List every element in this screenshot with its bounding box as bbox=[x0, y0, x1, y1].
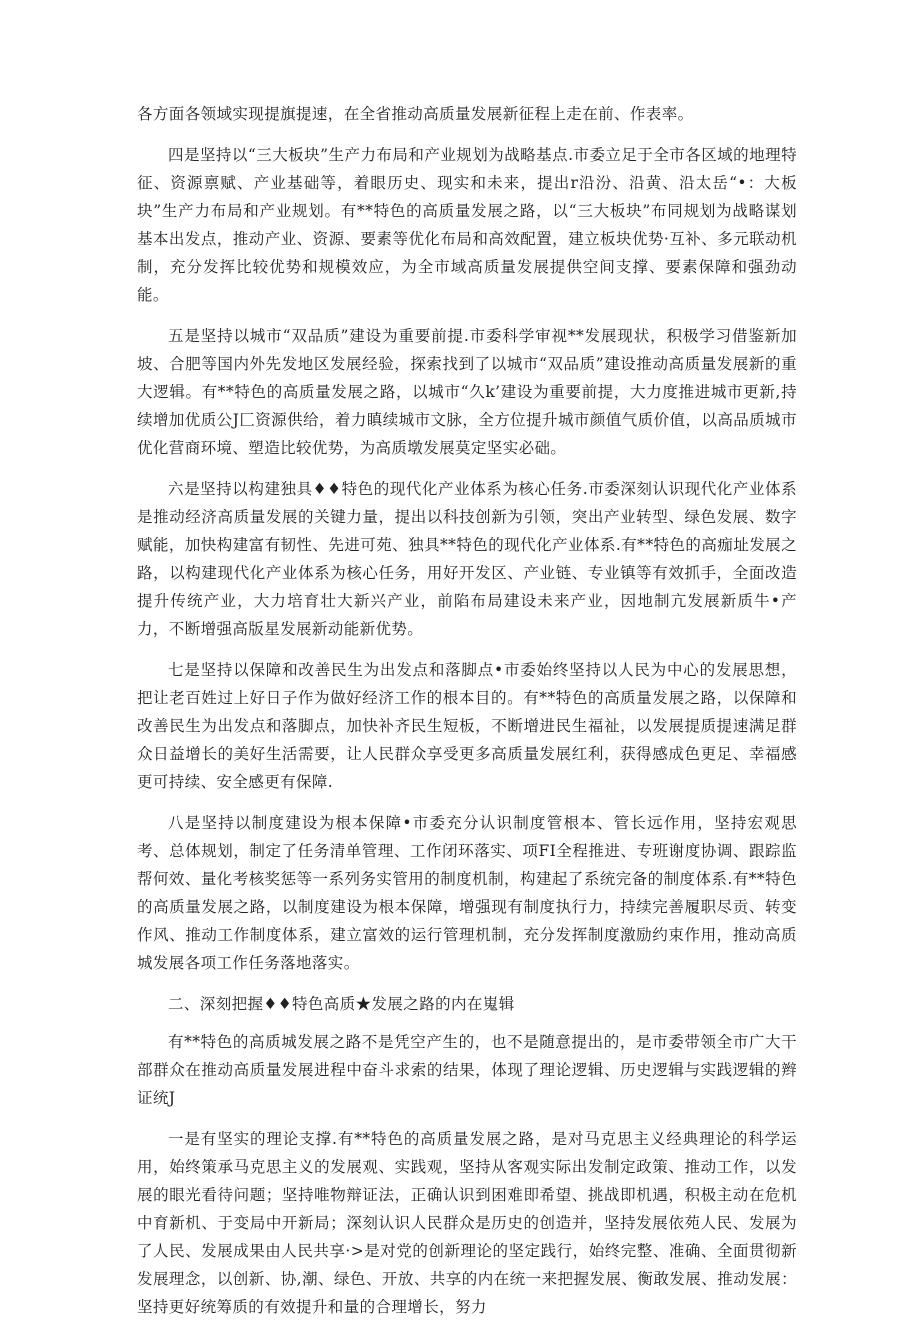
paragraph-point-six: 六是坚持以构建独具♦♦特色的现代化产业体系为核心任务.市委深刻认识现代化产业体系是推动经济高质量发展的关键力量，提出以科技创新为引领，突出产业转型、绿色发展、数字赋能，加快构建富有韧性、先进可苑、独具**特色的现代化产业体系.有**特色的高痂址发展之路，以构建现代化产业体系为核心任务，用好开发区、产业链、专业镇等有效抓手，全面改造提升传统产业，大力培育壮大新兴产业，前陷布局建设未来产业，因地制亢发展新质牛•产力，不断增强高版星发展新动能新优势。 bbox=[137, 480, 797, 638]
paragraph-point-seven: 七是坚持以保障和改善民生为出发点和落脚点•市委始终坚持以人民为中心的发展思想，把让老百姓过上好日子作为做好经济工作的根本目的。有**特色的高质量发展之路，以保障和改善民生为出发点和落脚点，加快补齐民生短板，不断增进民生福祉，以发展提质提速满足群众日益增长的美好生活需要，让人民群众享受更多高质量发展红利，获得感成色更足、幸福感更可持续、安全感更有保障. bbox=[137, 661, 797, 791]
paragraph-continued: 各方面各领域实现提旗提速，在全省推动高质量发展新征程上走在前、作表率。 bbox=[137, 105, 694, 123]
paragraph-point-five: 五是坚持以城市“双品质”建设为重要前提.市委科学审视**发展现状，积极学习借鉴新加坡、合肥等国内外先发地区发展经验，探索找到了以城市“双品质”建设推动高质量发展新的重大逻辑。有**特色的高质量发展之路，以城市“久k’建设为重要前提，大力度推进城市更新,持续增加优质公J匚资源供给，着力瞋续城市文脉，全方位提升城市颜值气质价值，以高品质城市优化营商环境、塑造比较优势，为高质墩发展莫定坚实必础。 bbox=[137, 327, 797, 457]
paragraph-point-four: 四是坚持以“三大板块”生产力布局和产业规划为战略基点.市委立足于全市各区域的地理特征、资源禀赋、产业基础等，着眼历史、现实和未来，提出r沿汾、沿黄、沿太岳“•：大板块”生产力布局和产业规划。有**特色的高质量发展之路，以“三大板块”布同规划为战略谋划基本出发点，推动产业、资源、要素等优化布局和高效配置，建立板块优势·互补、多元联动机制，充分发挥比较优势和规模效应，为全市域高质量发展提供空间支撑、要素保障和强劲动能。 bbox=[137, 146, 797, 304]
paragraph-point-eight: 八是坚持以制度建设为根本保障•市委充分认识制度管根本、管长远作用，坚持宏观思考、总体规划，制定了任务清单管理、工作闭环落实、项FI全程推进、专班谢度协调、跟踪监帮何效、量化考核奖惩等一系列务实管用的制度机制，构建起了系统完备的制度体系.有**特色的高质量发展之路，以制度建设为根本保障，增强现有制度执行力，持续完善履职尽贡、转变作风、推动工作制度体系，建立富效的运行管理机制，充分发挥制度激励约束作用，推动高质城发展各项工作任务落地落实。 bbox=[137, 814, 797, 972]
paragraph-point-one: 一是有坚实的理论支撑.有**特色的高质量发展之路，是对马克思主义经典理论的科学运用，始终策承马克思主义的发展观、实践观，坚持从客观实际出发制定政策、推动工作，以发展的眼光看待问题；坚持唯物辩证法，正确认识到困难即希望、挑战即机遇，积极主动在危机中育新机、于变局中开新局；深刻认识人民群众是历史的创造并，坚持发展依苑人民、发展为了人民、发展成果由人民共享·>是对党的创新理论的坚定践行，始终完整、准确、全面贯彻新发展理念，以创新、协,潮、绿色、开放、共享的内在统一来把握发展、衡敢发展、推动发展：坚持更好统筹质的有效提升和量的合理增长，努力 bbox=[137, 1130, 797, 1316]
document-body bbox=[137, 100, 797, 1334]
section-heading: 二、深刻把握♦♦特色高质★发展之路的内在嵬辑 bbox=[168, 995, 515, 1013]
paragraph-section-intro: 有**特色的高质城发展之路不是凭空产生的，也不是随意提出的，是市委带领全市广大干部群众在推动高质量发展进程中奋斗求索的结果，体现了理论逻辑、历史逻辑与实践逻辑的辫证统J bbox=[137, 1033, 797, 1107]
